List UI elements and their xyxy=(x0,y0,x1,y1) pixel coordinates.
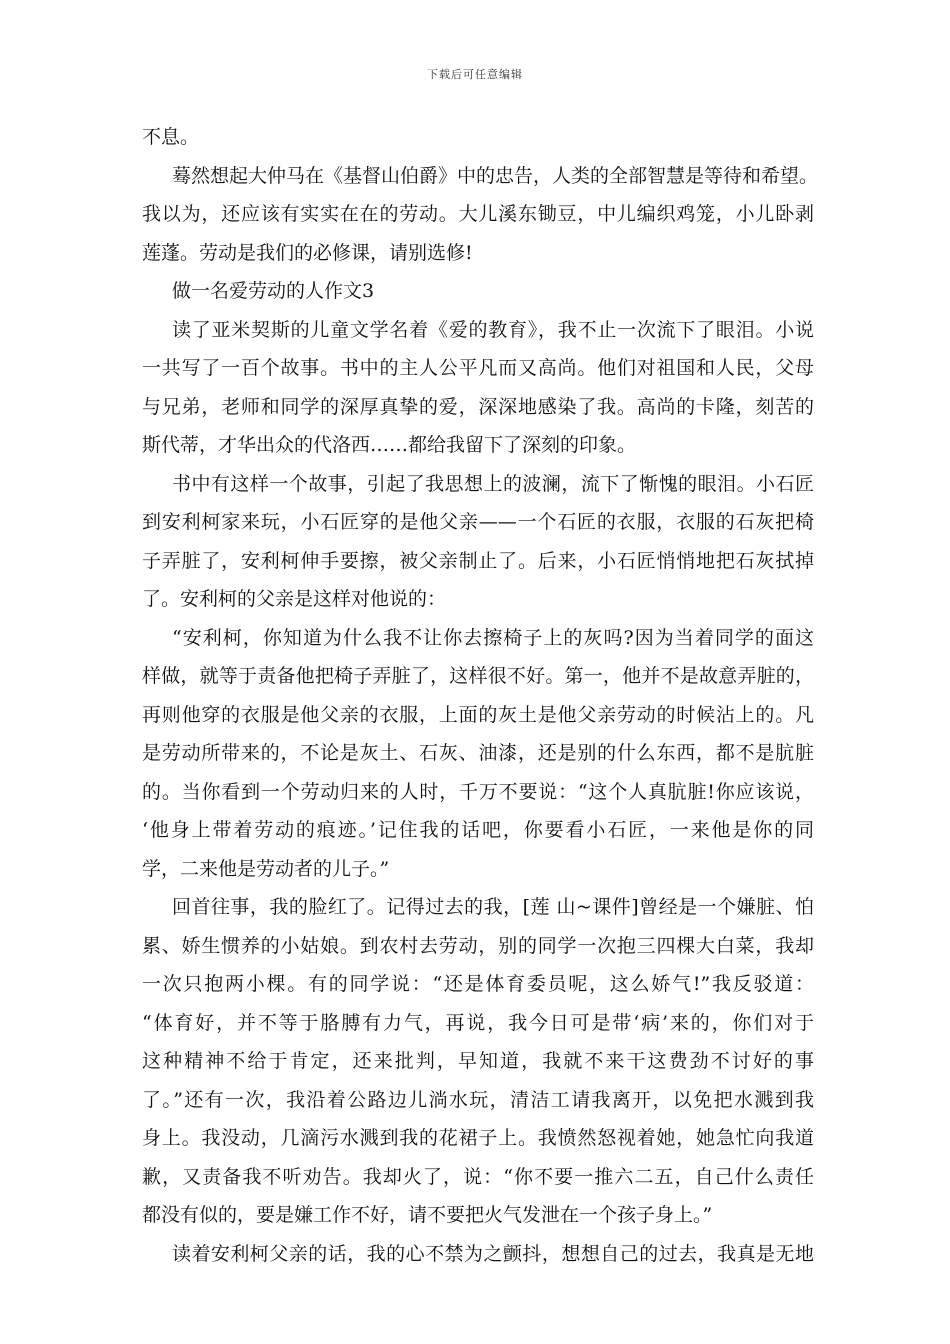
text-line: 子弄脏了，安利柯伸手要擦，被父亲制止了。后来，小石匠悄悄地把石灰拭掉 xyxy=(142,549,814,572)
text-line: 身上。我没动，几滴污水溅到我的花裙子上。我愤然怒视着她，她急忙向我道 xyxy=(142,1127,814,1149)
text-line: 这种精神不给于肯定，还来批判，早知道，我就不来干这费劲不讨好的事 xyxy=(142,1050,814,1072)
text-line: 到安利柯家来玩，小石匠穿的是他父亲——一个石匠的衣服，衣服的石灰把椅 xyxy=(142,511,814,533)
text-line: 样做，就等于责备他把椅子弄脏了，这样很不好。第一，他并不是故意弄脏的， xyxy=(142,665,814,687)
text-line: 学，二来他是劳动者的儿子。” xyxy=(142,857,390,880)
text-line: 歉，又责备我不听劝告。我却火了，说：“你不要一推六二五，自己什么责任 xyxy=(142,1165,814,1188)
text-line: 再则他穿的衣服是他父亲的衣服，上面的灰土是他父亲劳动的时候沾上的。凡 xyxy=(142,703,814,726)
text-line: 回首往事，我的脸红了。记得过去的我，[莲 山~课件]曾经是一个嫌脏、怕 xyxy=(172,896,814,918)
text-line: 不息。 xyxy=(142,126,200,148)
text-line: 一次只抱两小棵。有的同学说：“还是体育委员呢，这么娇气!”我反驳道： xyxy=(142,973,814,995)
text-line: 读着安利柯父亲的话，我的心不禁为之颤抖，想想自己的过去，我真是无地 xyxy=(172,1242,814,1265)
page-header-note: 下载后可任意编辑 xyxy=(427,68,523,81)
text-line: 读了亚米契斯的儿童文学名着《爱的教育》，我不止一次流下了眼泪。小说 xyxy=(172,318,814,341)
text-line: 是劳动所带来的，不论是灰土、石灰、油漆，还是别的什么东西，都不是肮脏 xyxy=(142,742,814,764)
text-line: 累、娇生惯养的小姑娘。到农村去劳动，别的同学一次抱三四棵大白菜，我却 xyxy=(142,934,814,957)
text-line: 都没有似的，要是嫌工作不好，请不要把火气发泄在一个孩子身上。” xyxy=(142,1204,713,1226)
text-line: 了。安利柯的父亲是这样对他说的： xyxy=(142,588,447,610)
text-line: 蓦然想起大仲马在《基督山伯爵》中的忠告，人类的全部智慧是等待和希望。 xyxy=(172,164,819,187)
text-line: 斯代蒂，才华出众的代洛西……都给我留下了深刻的印象。 xyxy=(142,434,637,456)
text-line: 了。”还有一次，我沿着公路边儿淌水玩，清洁工请我离开，以免把水溅到我 xyxy=(142,1088,814,1111)
text-line: 书中有这样一个故事，引起了我思想上的波澜，流下了惭愧的眼泪。小石匠 xyxy=(172,472,814,495)
text-line: 的。当你看到一个劳动归来的人时，千万不要说：“这个人真肮脏!你应该说， xyxy=(142,780,814,803)
text-line: 一共写了一百个故事。书中的主人公平凡而又高尚。他们对祖国和人民，父母 xyxy=(142,357,814,379)
document-body xyxy=(142,118,819,1273)
text-line: 莲蓬。劳动是我们的必修课，请别选修! xyxy=(142,241,473,264)
text-line: “体育好，并不等于胳膊有力气，再说，我今日可是带‘病’来的，你们对于 xyxy=(142,1011,814,1034)
text-line: “安利柯，你知道为什么我不让你去擦椅子上的灰吗?因为当着同学的面这 xyxy=(172,626,814,649)
text-line: 做一名爱劳动的人作文3 xyxy=(172,280,375,302)
text-line: 我以为，还应该有实实在在的劳动。大儿溪东锄豆，中儿编织鸡笼，小儿卧剥 xyxy=(142,203,814,225)
text-line: ‘他身上带着劳动的痕迹。’记住我的话吧，你要看小石匠，一来他是你的同 xyxy=(142,819,814,841)
text-line: 与兄弟，老师和同学的深厚真挚的爱，深深地感染了我。高尚的卡隆，刻苦的 xyxy=(142,395,814,418)
